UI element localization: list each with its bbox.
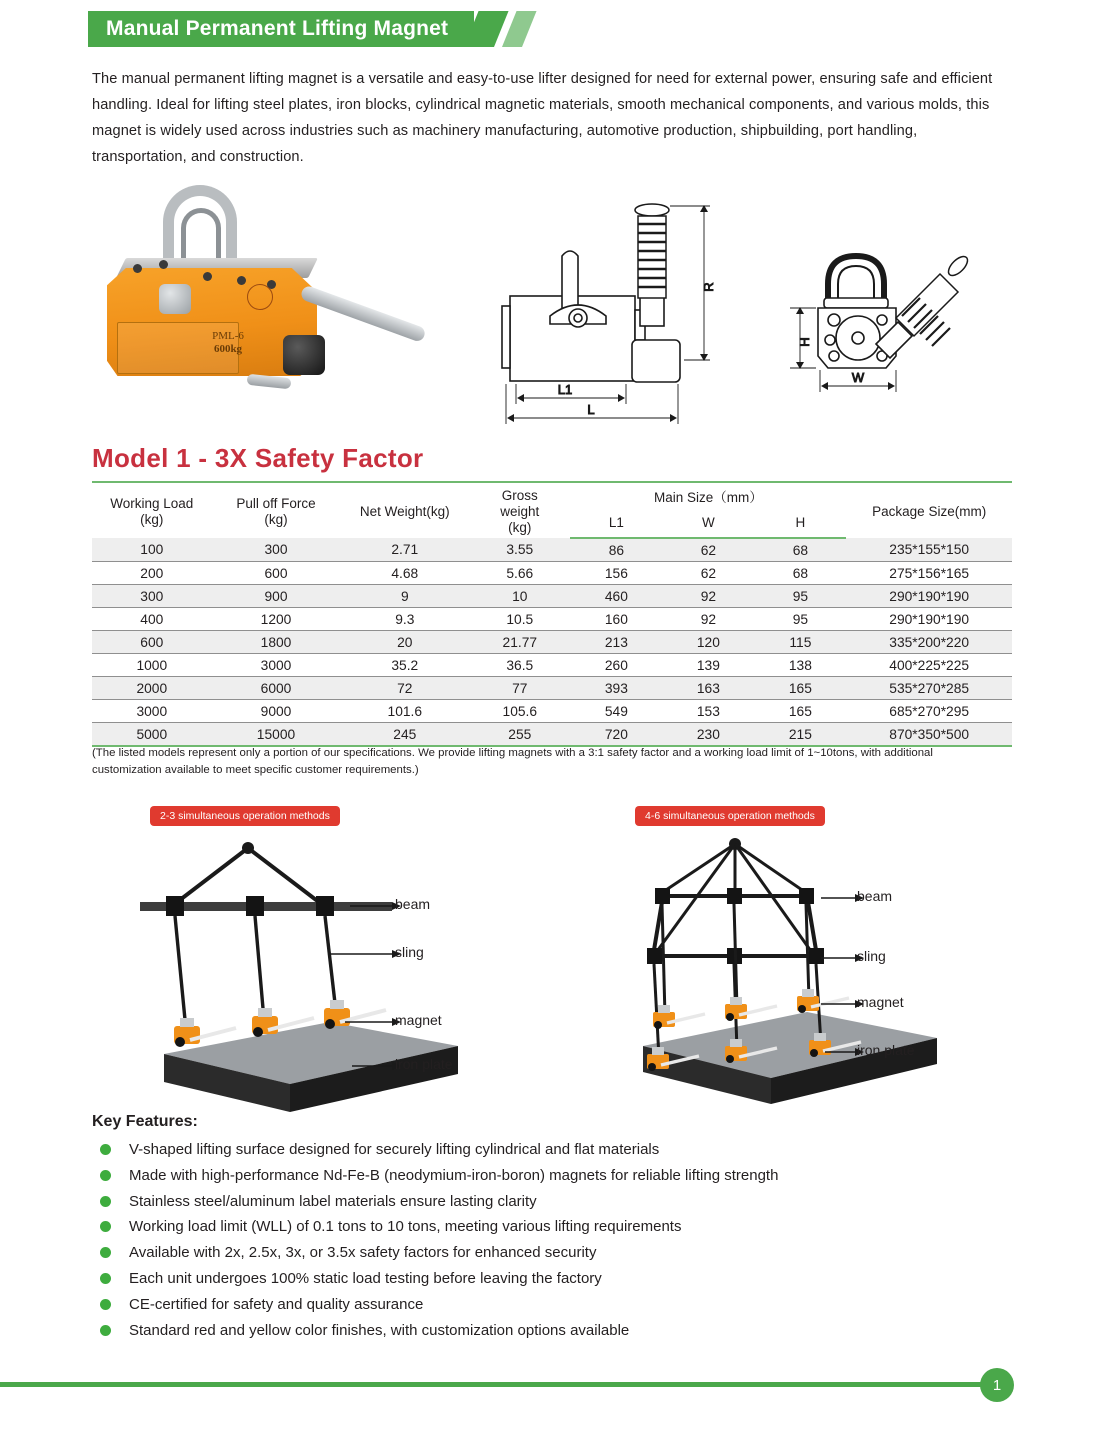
callout-beam-4-6: beam bbox=[857, 888, 893, 904]
cell-l1: 86 bbox=[570, 538, 662, 562]
sling-shape bbox=[662, 904, 665, 1016]
cell-package-size: 400*225*225 bbox=[846, 654, 1012, 677]
col-header-pull-off-force: Pull off Force (kg) bbox=[212, 482, 341, 538]
dim-label-h: H bbox=[797, 337, 812, 347]
cell-l1: 213 bbox=[570, 631, 662, 654]
cell-package-size: 335*200*220 bbox=[846, 631, 1012, 654]
cell-net-weight: 9 bbox=[340, 585, 469, 608]
key-features-title: Key Features: bbox=[92, 1113, 198, 1130]
callout-iron-plate-2-3: iron plate bbox=[395, 1056, 453, 1072]
cell-gross-weight: 105.6 bbox=[469, 700, 570, 723]
dim-label-l1: L1 bbox=[557, 382, 573, 397]
col-header-w: W bbox=[662, 511, 754, 538]
cell-package-size: 535*270*285 bbox=[846, 677, 1012, 700]
cell-gross-weight: 77 bbox=[469, 677, 570, 700]
cell-pull-off-force: 600 bbox=[212, 562, 341, 585]
shackle-nut bbox=[159, 284, 191, 314]
table-row bbox=[92, 538, 1012, 562]
callout-beam-2-3: beam bbox=[395, 896, 431, 912]
table-row bbox=[92, 723, 1012, 747]
magnet-unit bbox=[653, 1005, 705, 1029]
col-header-main-size: Main Size（mm） bbox=[570, 482, 846, 511]
cell-w: 92 bbox=[662, 608, 754, 631]
dim-label-w: W bbox=[851, 370, 865, 385]
table-row bbox=[92, 654, 1012, 677]
cell-gross-weight: 5.66 bbox=[469, 562, 570, 585]
bullet-dot-icon bbox=[100, 1273, 111, 1284]
table-row bbox=[92, 677, 1012, 700]
cell-working-load: 1000 bbox=[92, 654, 212, 677]
cell-w: 62 bbox=[662, 538, 754, 562]
footer-rule bbox=[0, 1382, 1010, 1387]
cell-working-load: 2000 bbox=[92, 677, 212, 700]
key-feature-text: Working load limit (WLL) of 0.1 tons to 10 tons, meeting various lifting requirements bbox=[129, 1218, 682, 1236]
key-feature-text: Made with high-performance Nd-Fe-B (neodymium-iron-boron) magnets for reliable lifting strength bbox=[129, 1166, 779, 1184]
intro-paragraph: The manual permanent lifting magnet is a versatile and easy-to-use lifter designed for need for external power, ensuring safe and efficient handling. Ideal for lifting steel plates, iron blocks, cylindrical magnetic materials, smooth mechanical components, and various molds, this magnet is widely used across industries such as machinery manufacturing, automotive production, shipbuilding, port handling, transportation, and construction. bbox=[92, 71, 993, 165]
col-header-net-weight: Net Weight(kg) bbox=[340, 482, 469, 538]
cell-net-weight: 4.68 bbox=[340, 562, 469, 585]
sling-shape bbox=[175, 916, 186, 1030]
product-model-label bbox=[193, 330, 263, 356]
table-body bbox=[92, 538, 1012, 746]
cell-l1: 549 bbox=[570, 700, 662, 723]
dim-label-l: L bbox=[587, 402, 595, 417]
cell-w: 92 bbox=[662, 585, 754, 608]
cell-l1: 460 bbox=[570, 585, 662, 608]
cell-w: 120 bbox=[662, 631, 754, 654]
key-feature-item bbox=[92, 1191, 972, 1217]
key-feature-item bbox=[92, 1320, 972, 1346]
page-title: Manual Permanent Lifting Magnet bbox=[106, 17, 449, 40]
handle-knob bbox=[283, 335, 325, 375]
cell-l1: 160 bbox=[570, 608, 662, 631]
diagram-badge-4-6: 4-6 simultaneous operation methods bbox=[635, 806, 825, 826]
cell-net-weight: 245 bbox=[340, 723, 469, 747]
cell-net-weight: 101.6 bbox=[340, 700, 469, 723]
cell-working-load: 400 bbox=[92, 608, 212, 631]
cell-gross-weight: 255 bbox=[469, 723, 570, 747]
cell-h: 165 bbox=[754, 700, 846, 723]
cell-pull-off-force: 9000 bbox=[212, 700, 341, 723]
cell-working-load: 600 bbox=[92, 631, 212, 654]
table-footnote: (The listed models represent only a portion of our specifications. We provide lifting magnets with a 3:1 safety factor and a working load limit of 1~10tons, with additional customization available to meet specific customer requirements.) bbox=[92, 747, 933, 776]
cell-working-load: 300 bbox=[92, 585, 212, 608]
front-view-drawing bbox=[772, 240, 1007, 410]
cell-pull-off-force: 900 bbox=[212, 585, 341, 608]
cell-package-size: 685*270*295 bbox=[846, 700, 1012, 723]
rigging-illustration-2-3 bbox=[140, 834, 470, 1124]
model-section-title: Model 1 - 3X Safety Factor bbox=[92, 443, 424, 473]
table-row bbox=[92, 585, 1012, 608]
cell-pull-off-force: 15000 bbox=[212, 723, 341, 747]
col-header-package-size: Package Size(mm) bbox=[846, 482, 1012, 538]
specification-table-wrapper bbox=[92, 481, 1012, 747]
bullet-dot-icon bbox=[100, 1221, 111, 1232]
cell-h: 68 bbox=[754, 562, 846, 585]
cell-l1: 260 bbox=[570, 654, 662, 677]
cell-pull-off-force: 1200 bbox=[212, 608, 341, 631]
cell-pull-off-force: 1800 bbox=[212, 631, 341, 654]
cell-gross-weight: 21.77 bbox=[469, 631, 570, 654]
col-header-l1: L1 bbox=[570, 511, 662, 538]
cell-working-load: 100 bbox=[92, 538, 212, 562]
cell-h: 215 bbox=[754, 723, 846, 747]
table-row bbox=[92, 631, 1012, 654]
table-row bbox=[92, 700, 1012, 723]
rigging-illustration-4-6 bbox=[625, 834, 955, 1124]
callout-magnet-2-3: magnet bbox=[395, 1012, 442, 1028]
warning-symbol-icon bbox=[247, 284, 273, 310]
callout-sling-2-3: sling bbox=[395, 944, 424, 960]
magnet-unit bbox=[324, 1000, 386, 1029]
cell-net-weight: 72 bbox=[340, 677, 469, 700]
cell-gross-weight: 10 bbox=[469, 585, 570, 608]
key-feature-item bbox=[92, 1294, 972, 1320]
cell-w: 230 bbox=[662, 723, 754, 747]
cell-h: 95 bbox=[754, 585, 846, 608]
callout-iron-plate-4-6: iron plate bbox=[857, 1042, 915, 1058]
page-header-banner bbox=[88, 11, 522, 47]
key-feature-text: V-shaped lifting surface designed for securely lifting cylindrical and flat materials bbox=[129, 1141, 660, 1158]
table-row bbox=[92, 608, 1012, 631]
side-pin bbox=[247, 374, 292, 390]
col-header-gross-weight: Gross weight (kg) bbox=[469, 482, 570, 538]
rigging-diagram-4-6 bbox=[625, 806, 955, 1096]
cell-pull-off-force: 3000 bbox=[212, 654, 341, 677]
table-row bbox=[92, 562, 1012, 585]
cell-l1: 720 bbox=[570, 723, 662, 747]
col-header-working-load: Working Load (kg) bbox=[92, 482, 212, 538]
cell-package-size: 290*190*190 bbox=[846, 585, 1012, 608]
table-head bbox=[92, 482, 1012, 538]
cell-working-load: 5000 bbox=[92, 723, 212, 747]
cell-h: 115 bbox=[754, 631, 846, 654]
cell-h: 68 bbox=[754, 538, 846, 562]
key-feature-item bbox=[92, 1139, 972, 1165]
cell-w: 62 bbox=[662, 562, 754, 585]
bolt-icon bbox=[203, 272, 212, 281]
dim-label-r: R bbox=[701, 282, 716, 292]
key-feature-item bbox=[92, 1268, 972, 1294]
page-number-badge: 1 bbox=[980, 1368, 1014, 1402]
key-feature-text: Available with 2x, 2.5x, 3x, or 3.5x safety factors for enhanced security bbox=[129, 1244, 597, 1262]
bullet-dot-icon bbox=[100, 1144, 111, 1155]
bullet-dot-icon bbox=[100, 1325, 111, 1336]
key-feature-item bbox=[92, 1216, 972, 1242]
apex-point bbox=[242, 842, 254, 854]
specification-table bbox=[92, 481, 1012, 747]
cell-net-weight: 20 bbox=[340, 631, 469, 654]
cell-net-weight: 9.3 bbox=[340, 608, 469, 631]
key-feature-item bbox=[92, 1242, 972, 1268]
product-photo bbox=[97, 180, 447, 430]
cell-working-load: 3000 bbox=[92, 700, 212, 723]
bolt-icon bbox=[237, 276, 246, 285]
bullet-dot-icon bbox=[100, 1247, 111, 1258]
key-feature-text: CE-certified for safety and quality assurance bbox=[129, 1295, 424, 1313]
cell-w: 163 bbox=[662, 677, 754, 700]
banner-accent-parallelogram bbox=[502, 11, 537, 47]
diagram-badge-2-3: 2-3 simultaneous operation methods bbox=[150, 806, 340, 826]
header-banner-block bbox=[88, 11, 474, 47]
key-features-list bbox=[92, 1139, 972, 1345]
cell-gross-weight: 10.5 bbox=[469, 608, 570, 631]
key-feature-text: Standard red and yellow color finishes, with customization options available bbox=[129, 1321, 630, 1339]
cell-package-size: 870*350*500 bbox=[846, 723, 1012, 747]
table-header-row-top bbox=[92, 482, 1012, 511]
cell-w: 139 bbox=[662, 654, 754, 677]
cell-net-weight: 35.2 bbox=[340, 654, 469, 677]
key-feature-text: Each unit undergoes 100% static load testing before leaving the factory bbox=[129, 1269, 602, 1287]
key-feature-item bbox=[92, 1165, 972, 1191]
callout-magnet-4-6: magnet bbox=[857, 994, 904, 1010]
bullet-dot-icon bbox=[100, 1299, 111, 1310]
magnet-unit bbox=[797, 989, 849, 1013]
cell-h: 165 bbox=[754, 677, 846, 700]
cell-net-weight: 2.71 bbox=[340, 538, 469, 562]
key-feature-text: Stainless steel/aluminum label materials ensure lasting clarity bbox=[129, 1192, 537, 1210]
cell-pull-off-force: 300 bbox=[212, 538, 341, 562]
cell-package-size: 275*156*165 bbox=[846, 562, 1012, 585]
bolt-icon bbox=[159, 260, 168, 269]
bullet-dot-icon bbox=[100, 1196, 111, 1207]
cell-pull-off-force: 6000 bbox=[212, 677, 341, 700]
cell-l1: 156 bbox=[570, 562, 662, 585]
figures-row bbox=[92, 180, 1012, 430]
bolt-icon bbox=[133, 264, 142, 273]
cell-package-size: 290*190*190 bbox=[846, 608, 1012, 631]
callout-sling-4-6: sling bbox=[857, 948, 886, 964]
magnet-unit bbox=[725, 997, 777, 1021]
side-view-drawing bbox=[492, 188, 727, 428]
cell-h: 138 bbox=[754, 654, 846, 677]
bullet-dot-icon bbox=[100, 1170, 111, 1181]
cell-gross-weight: 36.5 bbox=[469, 654, 570, 677]
cell-working-load: 200 bbox=[92, 562, 212, 585]
col-header-h: H bbox=[754, 511, 846, 538]
cell-package-size: 235*155*150 bbox=[846, 538, 1012, 562]
cell-h: 95 bbox=[754, 608, 846, 631]
cell-l1: 393 bbox=[570, 677, 662, 700]
cell-gross-weight: 3.55 bbox=[469, 538, 570, 562]
rigging-diagram-2-3 bbox=[140, 806, 470, 1096]
product-capacity-text: 600kg bbox=[213, 343, 243, 355]
cell-w: 153 bbox=[662, 700, 754, 723]
product-model-text: PML-6 bbox=[212, 330, 244, 342]
